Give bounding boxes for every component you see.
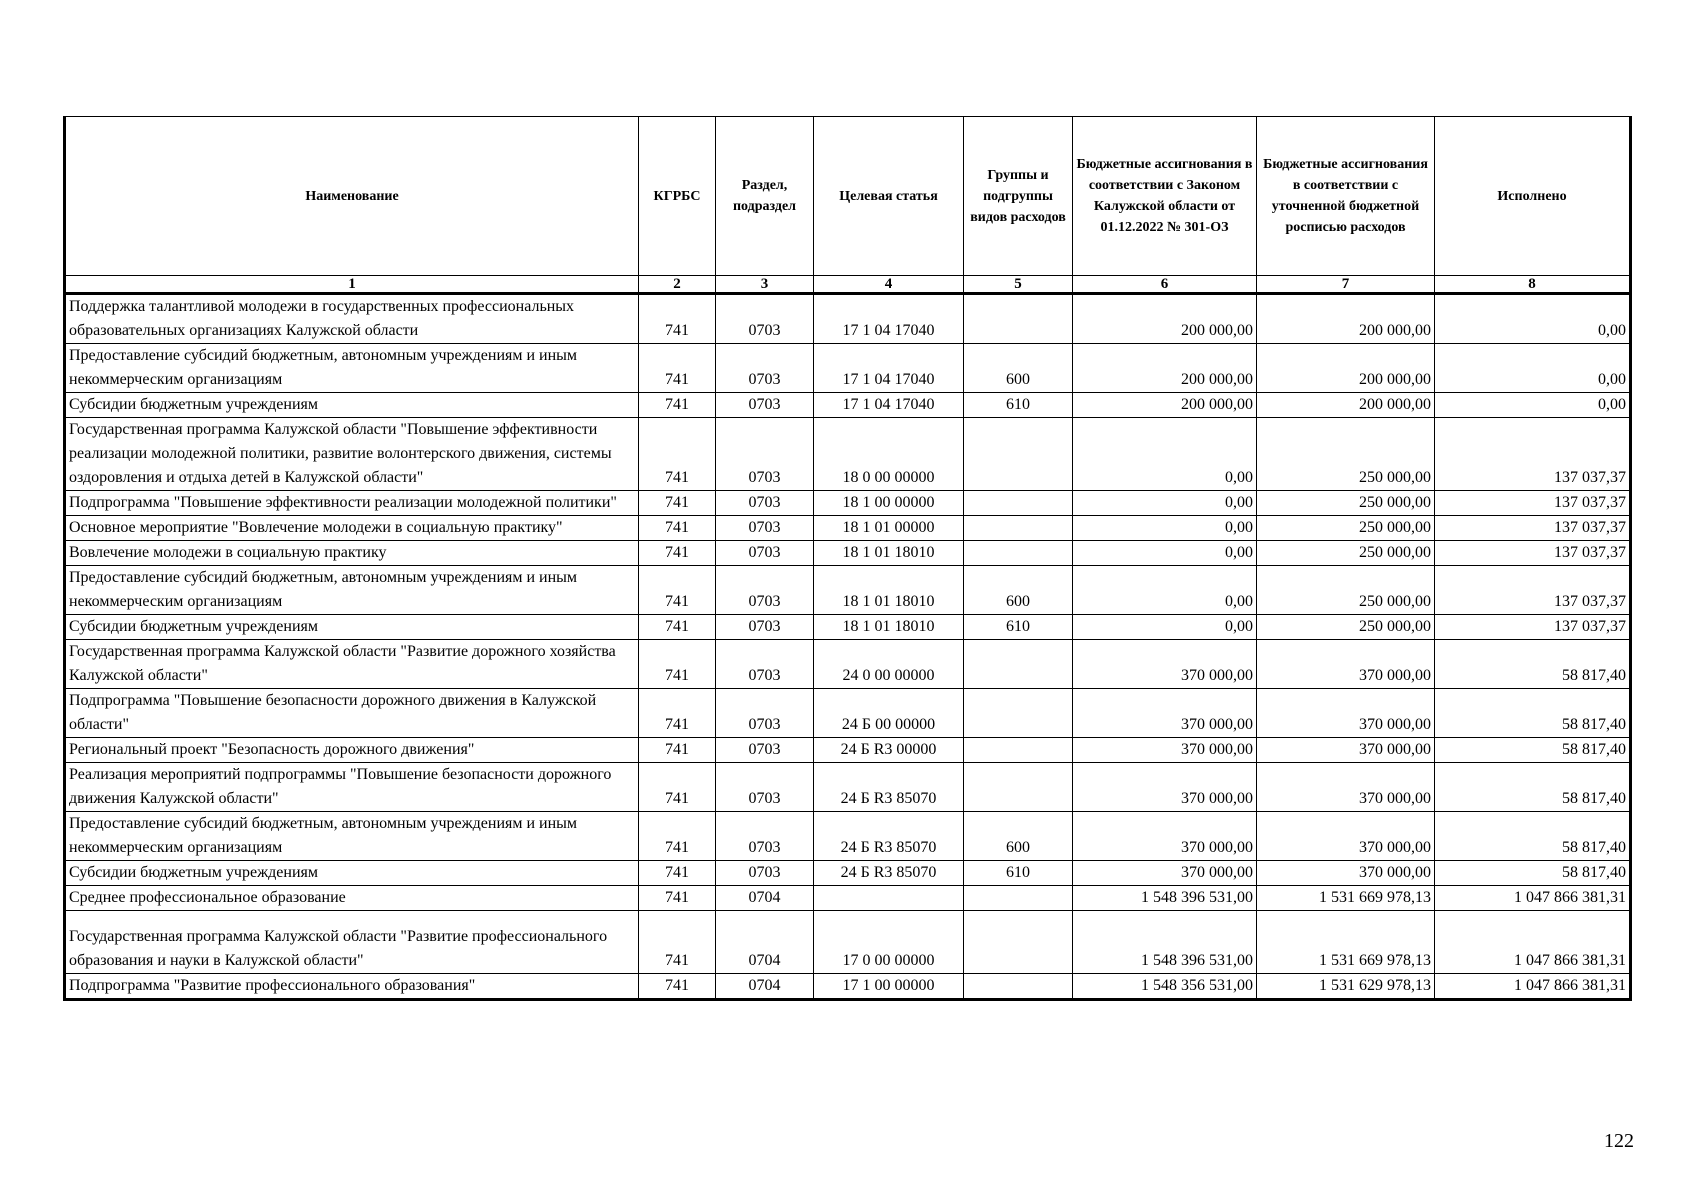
row-refined-appropriations: 370 000,00 (1257, 738, 1435, 763)
row-kgrbs: 741 (639, 615, 716, 640)
row-kgrbs: 741 (639, 689, 716, 738)
header-executed: Исполнено (1435, 117, 1631, 276)
row-executed: 58 817,40 (1435, 738, 1631, 763)
row-refined-appropriations: 200 000,00 (1257, 344, 1435, 393)
row-executed: 58 817,40 (1435, 861, 1631, 886)
row-refined-appropriations: 370 000,00 (1257, 812, 1435, 861)
row-name: Государственная программа Калужской области "Развитие профессионального образования и науки в Калужской области" (65, 911, 639, 974)
row-group (964, 294, 1073, 344)
row-section: 0703 (716, 393, 814, 418)
row-refined-appropriations: 200 000,00 (1257, 294, 1435, 344)
table-body (65, 294, 1631, 1000)
row-law-appropriations: 370 000,00 (1073, 812, 1257, 861)
row-section: 0703 (716, 566, 814, 615)
row-section: 0703 (716, 418, 814, 491)
header-kgrbs: КГРБС (639, 117, 716, 276)
row-group (964, 689, 1073, 738)
row-target: 24 Б R3 00000 (814, 738, 964, 763)
table-row (65, 491, 1631, 516)
row-kgrbs: 741 (639, 911, 716, 974)
row-kgrbs: 741 (639, 344, 716, 393)
row-target: 17 0 00 00000 (814, 911, 964, 974)
header-group: Группы и подгруппы видов расходов (964, 117, 1073, 276)
row-name: Предоставление субсидий бюджетным, автономным учреждениям и иным некоммерческим организациям (65, 812, 639, 861)
row-section: 0703 (716, 812, 814, 861)
row-name: Региональный проект "Безопасность дорожного движения" (65, 738, 639, 763)
column-number: 4 (814, 276, 964, 294)
table-row (65, 974, 1631, 1000)
row-section: 0703 (716, 344, 814, 393)
row-refined-appropriations: 250 000,00 (1257, 516, 1435, 541)
row-section: 0703 (716, 491, 814, 516)
table-row (65, 393, 1631, 418)
column-number: 1 (65, 276, 639, 294)
row-name: Предоставление субсидий бюджетным, автономным учреждениям и иным некоммерческим организациям (65, 566, 639, 615)
row-kgrbs: 741 (639, 516, 716, 541)
row-executed: 58 817,40 (1435, 812, 1631, 861)
row-name: Вовлечение молодежи в социальную практику (65, 541, 639, 566)
row-law-appropriations: 1 548 396 531,00 (1073, 886, 1257, 911)
row-group: 610 (964, 393, 1073, 418)
row-section: 0703 (716, 738, 814, 763)
row-law-appropriations: 0,00 (1073, 516, 1257, 541)
row-target: 17 1 00 00000 (814, 974, 964, 1000)
row-name: Субсидии бюджетным учреждениям (65, 615, 639, 640)
row-refined-appropriations: 1 531 629 978,13 (1257, 974, 1435, 1000)
table-row (65, 911, 1631, 974)
row-law-appropriations: 0,00 (1073, 615, 1257, 640)
row-executed: 137 037,37 (1435, 516, 1631, 541)
row-group (964, 974, 1073, 1000)
table-row (65, 541, 1631, 566)
row-name: Подпрограмма "Развитие профессионального образования" (65, 974, 639, 1000)
row-kgrbs: 741 (639, 541, 716, 566)
row-section: 0703 (716, 763, 814, 812)
row-kgrbs: 741 (639, 738, 716, 763)
row-kgrbs: 741 (639, 812, 716, 861)
row-refined-appropriations: 250 000,00 (1257, 541, 1435, 566)
row-executed: 0,00 (1435, 393, 1631, 418)
row-target: 18 1 01 00000 (814, 516, 964, 541)
row-executed: 137 037,37 (1435, 541, 1631, 566)
row-target: 18 0 00 00000 (814, 418, 964, 491)
row-target: 24 0 00 00000 (814, 640, 964, 689)
row-section: 0703 (716, 861, 814, 886)
row-target: 24 Б R3 85070 (814, 861, 964, 886)
row-refined-appropriations: 370 000,00 (1257, 763, 1435, 812)
row-name: Государственная программа Калужской области "Развитие дорожного хозяйства Калужской области" (65, 640, 639, 689)
row-section: 0703 (716, 541, 814, 566)
row-target: 24 Б 00 00000 (814, 689, 964, 738)
row-kgrbs: 741 (639, 393, 716, 418)
row-refined-appropriations: 370 000,00 (1257, 861, 1435, 886)
row-name: Субсидии бюджетным учреждениям (65, 861, 639, 886)
row-refined-appropriations: 370 000,00 (1257, 689, 1435, 738)
row-law-appropriations: 370 000,00 (1073, 861, 1257, 886)
row-refined-appropriations: 1 531 669 978,13 (1257, 886, 1435, 911)
row-kgrbs: 741 (639, 566, 716, 615)
row-group (964, 516, 1073, 541)
row-kgrbs: 741 (639, 640, 716, 689)
row-executed: 0,00 (1435, 344, 1631, 393)
row-section: 0704 (716, 886, 814, 911)
row-section: 0703 (716, 516, 814, 541)
row-name: Подпрограмма "Повышение эффективности реализации молодежной политики" (65, 491, 639, 516)
row-executed: 0,00 (1435, 294, 1631, 344)
row-target: 18 1 01 18010 (814, 566, 964, 615)
row-law-appropriations: 370 000,00 (1073, 763, 1257, 812)
table-row (65, 418, 1631, 491)
row-law-appropriations: 0,00 (1073, 541, 1257, 566)
row-law-appropriations: 0,00 (1073, 566, 1257, 615)
table-row (65, 689, 1631, 738)
row-name: Субсидии бюджетным учреждениям (65, 393, 639, 418)
row-kgrbs: 741 (639, 763, 716, 812)
row-target: 17 1 04 17040 (814, 294, 964, 344)
table-row (65, 861, 1631, 886)
header-name: Наименование (65, 117, 639, 276)
row-target: 18 1 01 18010 (814, 615, 964, 640)
table-row (65, 516, 1631, 541)
row-executed: 137 037,37 (1435, 491, 1631, 516)
row-kgrbs: 741 (639, 491, 716, 516)
header-section: Раздел, подраздел (716, 117, 814, 276)
table-row (65, 763, 1631, 812)
row-section: 0703 (716, 689, 814, 738)
column-number: 2 (639, 276, 716, 294)
row-kgrbs: 741 (639, 861, 716, 886)
header-refined-appropriations: Бюджетные ассигнования в соответствии с уточненной бюджетной росписью расходов (1257, 117, 1435, 276)
row-target: 24 Б R3 85070 (814, 812, 964, 861)
row-group: 610 (964, 861, 1073, 886)
column-number: 3 (716, 276, 814, 294)
row-law-appropriations: 370 000,00 (1073, 640, 1257, 689)
row-target: 24 Б R3 85070 (814, 763, 964, 812)
row-kgrbs: 741 (639, 886, 716, 911)
header-row (65, 117, 1631, 276)
row-name: Подпрограмма "Повышение безопасности дорожного движения в Калужской области" (65, 689, 639, 738)
column-number: 6 (1073, 276, 1257, 294)
header-law-appropriations: Бюджетные ассигнования в соответствии с Законом Калужской области от 01.12.2022 № 301-ОЗ (1073, 117, 1257, 276)
row-executed: 1 047 866 381,31 (1435, 886, 1631, 911)
row-kgrbs: 741 (639, 974, 716, 1000)
row-refined-appropriations: 250 000,00 (1257, 566, 1435, 615)
column-number-row (65, 276, 1631, 294)
row-section: 0704 (716, 974, 814, 1000)
row-kgrbs: 741 (639, 294, 716, 344)
column-number: 7 (1257, 276, 1435, 294)
budget-table (63, 116, 1632, 1001)
row-name: Среднее профессиональное образование (65, 886, 639, 911)
row-executed: 1 047 866 381,31 (1435, 911, 1631, 974)
row-refined-appropriations: 1 531 669 978,13 (1257, 911, 1435, 974)
row-group (964, 541, 1073, 566)
row-name: Реализация мероприятий подпрограммы "Повышение безопасности дорожного движения Калужской области" (65, 763, 639, 812)
row-executed: 137 037,37 (1435, 615, 1631, 640)
row-refined-appropriations: 370 000,00 (1257, 640, 1435, 689)
row-group: 600 (964, 812, 1073, 861)
row-name: Основное мероприятие "Вовлечение молодежи в социальную практику" (65, 516, 639, 541)
row-section: 0704 (716, 911, 814, 974)
row-name: Поддержка талантливой молодежи в государственных профессиональных образовательных организациях Калужской области (65, 294, 639, 344)
table-row (65, 812, 1631, 861)
row-target: 17 1 04 17040 (814, 344, 964, 393)
row-target: 17 1 04 17040 (814, 393, 964, 418)
table-row (65, 615, 1631, 640)
row-name: Государственная программа Калужской области "Повышение эффективности реализации молодежной политики, развитие волонтерского движения, системы оздоровления и отдыха детей в Калужской области" (65, 418, 639, 491)
row-group (964, 738, 1073, 763)
row-name: Предоставление субсидий бюджетным, автономным учреждениям и иным некоммерческим организациям (65, 344, 639, 393)
row-group: 600 (964, 344, 1073, 393)
table-row (65, 738, 1631, 763)
row-group: 610 (964, 615, 1073, 640)
row-refined-appropriations: 250 000,00 (1257, 491, 1435, 516)
row-target: 18 1 00 00000 (814, 491, 964, 516)
row-refined-appropriations: 250 000,00 (1257, 615, 1435, 640)
row-group (964, 491, 1073, 516)
row-law-appropriations: 0,00 (1073, 418, 1257, 491)
row-group (964, 418, 1073, 491)
row-law-appropriations: 200 000,00 (1073, 393, 1257, 418)
column-number: 5 (964, 276, 1073, 294)
table-row (65, 886, 1631, 911)
table-row (65, 294, 1631, 344)
row-law-appropriations: 370 000,00 (1073, 689, 1257, 738)
row-executed: 137 037,37 (1435, 418, 1631, 491)
row-executed: 58 817,40 (1435, 689, 1631, 738)
row-law-appropriations: 1 548 396 531,00 (1073, 911, 1257, 974)
row-executed: 1 047 866 381,31 (1435, 974, 1631, 1000)
column-number: 8 (1435, 276, 1631, 294)
row-law-appropriations: 1 548 356 531,00 (1073, 974, 1257, 1000)
row-executed: 58 817,40 (1435, 763, 1631, 812)
row-kgrbs: 741 (639, 418, 716, 491)
row-target (814, 886, 964, 911)
row-law-appropriations: 200 000,00 (1073, 344, 1257, 393)
row-law-appropriations: 0,00 (1073, 491, 1257, 516)
table-row (65, 566, 1631, 615)
table-row (65, 344, 1631, 393)
row-refined-appropriations: 250 000,00 (1257, 418, 1435, 491)
row-section: 0703 (716, 294, 814, 344)
table-row (65, 640, 1631, 689)
header-target: Целевая статья (814, 117, 964, 276)
row-law-appropriations: 200 000,00 (1073, 294, 1257, 344)
row-refined-appropriations: 200 000,00 (1257, 393, 1435, 418)
row-target: 18 1 01 18010 (814, 541, 964, 566)
row-group (964, 911, 1073, 974)
row-section: 0703 (716, 615, 814, 640)
row-group: 600 (964, 566, 1073, 615)
row-section: 0703 (716, 640, 814, 689)
row-law-appropriations: 370 000,00 (1073, 738, 1257, 763)
row-group (964, 640, 1073, 689)
page-number: 122 (1604, 1130, 1634, 1152)
row-executed: 58 817,40 (1435, 640, 1631, 689)
row-executed: 137 037,37 (1435, 566, 1631, 615)
row-group (964, 886, 1073, 911)
row-group (964, 763, 1073, 812)
